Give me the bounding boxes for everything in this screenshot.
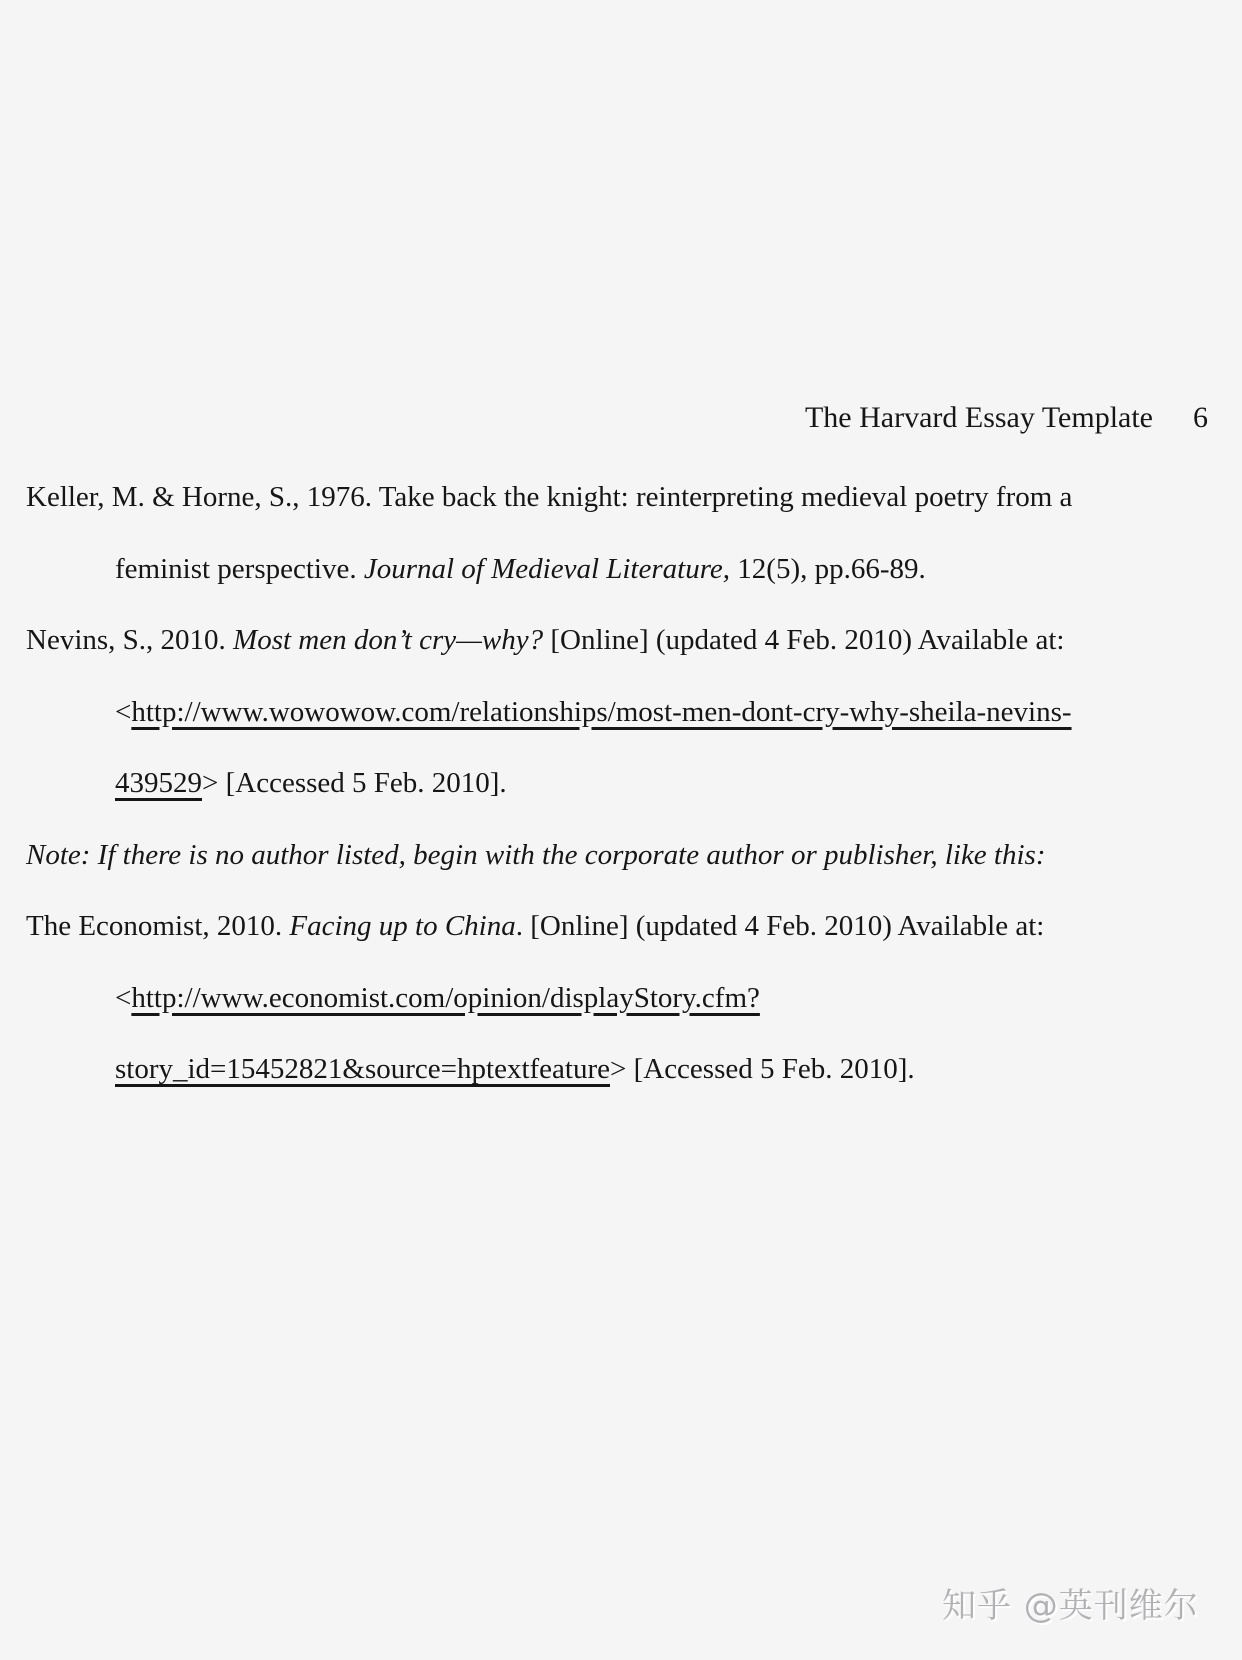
watermark: 知乎 @英刊维尔 [942, 1586, 1199, 1626]
reference-text: [Online] (updated 4 Feb. 2010) Available at: [543, 624, 1065, 656]
reference-text: feminist perspective. [115, 552, 364, 585]
reference-text: The Economist, 2010. [26, 910, 290, 942]
reference-line [26, 1034, 1242, 1106]
reference-line [26, 820, 1242, 892]
hyperlink[interactable]: story_id=15452821&source=hptextfeature [115, 1053, 610, 1085]
reference-text: . [Online] (updated 4 Feb. 2010) Available at: [515, 910, 1045, 942]
reference-text: Facing up to China [289, 910, 516, 942]
reference-text: > [Accessed 5 Feb. 2010]. [609, 1053, 915, 1085]
reference-line [26, 677, 1242, 749]
page-number: 6 [1193, 401, 1208, 434]
reference-line [26, 534, 1242, 606]
reference-list [26, 462, 1242, 1106]
reference-line [26, 963, 1242, 1035]
reference-text: Nevins, S., 2010. [26, 624, 234, 656]
hyperlink[interactable]: http://www.economist.com/opinion/displayStory.cfm? [131, 981, 760, 1014]
reference-text: Keller, M. & Horne, S., 1976. Take back the knight: reinterpreting medieval poetry from a [26, 481, 1073, 513]
reference-line [26, 748, 1242, 820]
reference-text: Note: If there is no author listed, begin with the corporate author or publisher, like this: [26, 838, 1046, 871]
reference-text: < [115, 981, 132, 1014]
hyperlink[interactable]: http://www.wowowow.com/relationships/most-men-dont-cry-why-sheila-nevins- [131, 695, 1072, 728]
reference-text: > [Accessed 5 Feb. 2010]. [202, 767, 507, 799]
hyperlink[interactable]: 439529 [115, 767, 202, 799]
reference-line [26, 462, 1242, 534]
reference-line [26, 605, 1242, 677]
running-head-title: The Harvard Essay Template [804, 401, 1153, 434]
reference-text: 12(5), pp.66-89. [730, 552, 926, 585]
reference-text: Most men don’t cry—why? [233, 624, 544, 656]
page-header [805, 403, 1208, 433]
reference-text: Journal of Medieval Literature, [363, 552, 731, 585]
reference-line [26, 891, 1242, 963]
reference-text: < [115, 695, 132, 728]
